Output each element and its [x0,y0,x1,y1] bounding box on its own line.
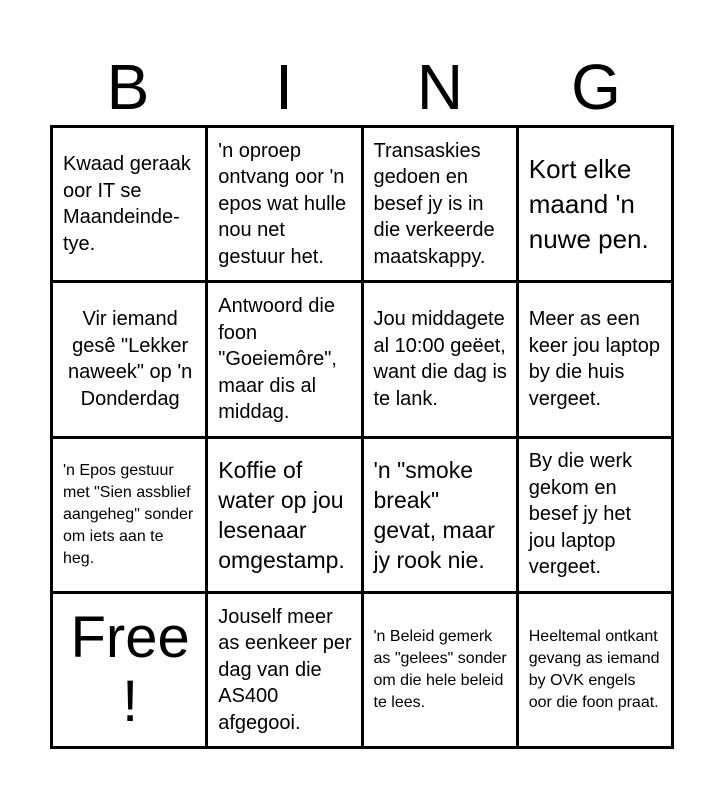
bingo-cell-1-2[interactable] [208,128,360,280]
header-letter-g: G [571,51,621,123]
bingo-cell-text: Transaskies gedoen en besef jy is in die verkeerde maatskappy. [373,139,495,268]
bingo-header [50,52,674,122]
bingo-cell-4-4[interactable] [519,594,671,746]
bingo-cell-text: Jouself meer as eenkeer per dag van die AS400 afgegooi. [218,605,352,734]
bingo-cell-text: 'n Epos gestuur met "Sien assblief aangeheg" sonder om iets aan te heg. [63,461,194,567]
bingo-cell-1-1[interactable] [53,128,205,280]
bingo-cell-text: Kwaad geraak oor IT se Maandeinde-tye. [63,153,191,255]
bingo-cell-1-4[interactable] [519,128,671,280]
bingo-cell-text: 'n Beleid gemerk as "gelees" sonder om die hele beleid te lees. [373,627,507,711]
header-letter-b: B [106,51,150,123]
bingo-cell-text: Meer as een keer jou laptop by die huis vergeet. [528,308,660,410]
bingo-cell-text: Koffie of water op jou lesenaar omgestamp. [218,456,345,573]
bingo-cell-text: Antwoord die foon "Goeiemôre", maar dis al middag. [218,295,337,424]
bingo-cell-text: Kort elke maand 'n nuwe pen. [528,153,649,254]
bingo-grid [50,125,674,749]
bingo-cell-text: 'n "smoke break" gevat, maar jy rook nie. [373,456,495,573]
bingo-cell-text: Vir iemand gesê "Lekker naweek" op 'n Donderdag [67,308,193,410]
bingo-cell-2-4[interactable] [519,283,671,435]
bingo-cell-text: By die werk gekom en besef jy het jou laptop vergeet. [528,450,633,579]
bingo-cell-2-2[interactable] [208,283,360,435]
header-letter-i: I [275,51,293,123]
bingo-cell-text: Heeltemal ontkant gevang as iemand by OVK engels oor die foon praat. [528,627,660,711]
bingo-cell-3-3[interactable] [364,439,516,591]
bingo-cell-text: 'n oproep ontvang oor 'n epos wat hulle nou net gestuur het. [218,139,347,268]
bingo-cell-4-3[interactable] [364,594,516,746]
bingo-cell-text: Free! [70,604,190,734]
bingo-cell-3-2[interactable] [208,439,360,591]
bingo-cell-text: Jou middagete al 10:00 geëet, want die dag is te lank. [373,308,507,410]
bingo-cell-2-3[interactable] [364,283,516,435]
bingo-cell-3-4[interactable] [519,439,671,591]
header-letter-n: N [416,51,464,123]
bingo-cell-4-2[interactable] [208,594,360,746]
bingo-free-space[interactable] [53,594,205,746]
bingo-cell-1-3[interactable] [364,128,516,280]
bingo-cell-2-1[interactable] [53,283,205,435]
bingo-cell-3-1[interactable] [53,439,205,591]
